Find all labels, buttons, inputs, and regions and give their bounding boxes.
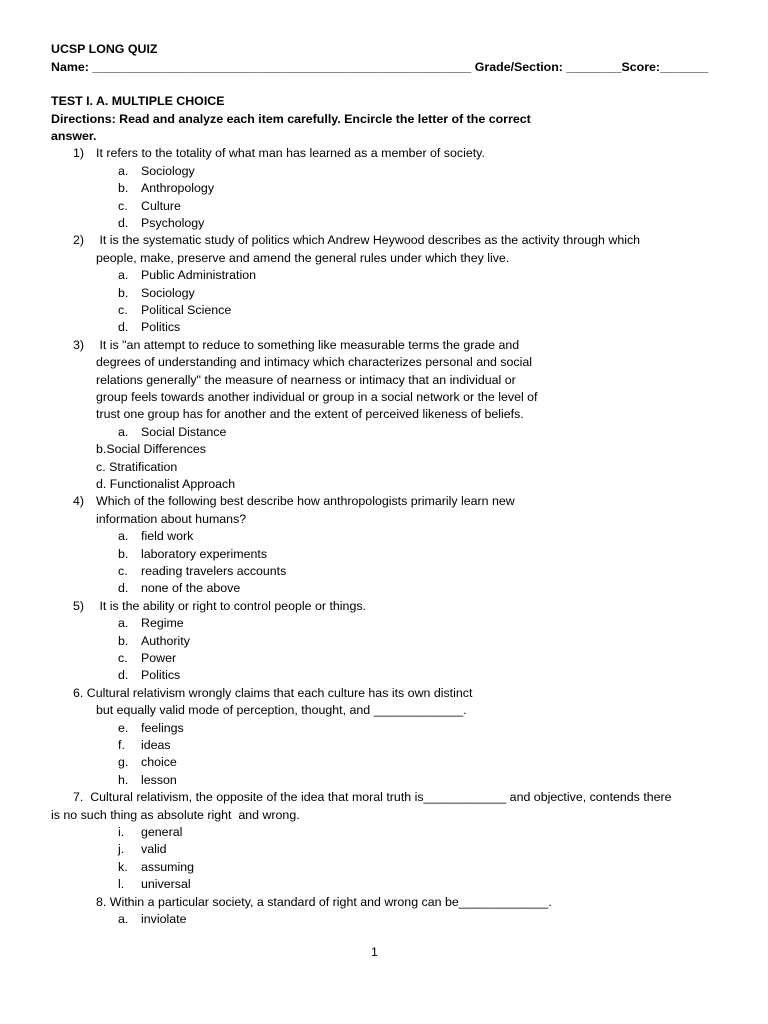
question-4-stem-line-1: Which of the following best describe how anthropologists primarily learn new bbox=[96, 494, 515, 508]
option-text: valid bbox=[141, 842, 167, 856]
option-letter: a. bbox=[118, 529, 129, 543]
option-letter: c. bbox=[118, 303, 128, 317]
option-letter: k. bbox=[118, 860, 128, 874]
option-text: b.Social Differences bbox=[96, 442, 206, 456]
question-3-stem-line-1: It is "an attempt to reduce to something like measurable terms the grade and bbox=[96, 338, 520, 352]
option-letter: i. bbox=[118, 825, 125, 839]
page-number: 1 bbox=[371, 945, 378, 959]
option-text: none of the above bbox=[141, 581, 241, 595]
question-7-stem-line-1: 7. Cultural relativism, the opposite of the idea that moral truth is____________ and objective, contends there bbox=[73, 790, 672, 804]
option-text: lesson bbox=[141, 773, 177, 787]
option-text: Regime bbox=[141, 616, 184, 630]
option-letter: e. bbox=[118, 721, 129, 735]
option-text: choice bbox=[141, 755, 177, 769]
option-letter: l. bbox=[118, 877, 125, 891]
option-text: field work bbox=[141, 529, 194, 543]
option-letter: j. bbox=[118, 842, 125, 856]
option-text: reading travelers accounts bbox=[141, 564, 287, 578]
option-letter: d. bbox=[118, 581, 129, 595]
option-letter: a. bbox=[118, 425, 129, 439]
option-letter: a. bbox=[118, 268, 129, 282]
question-2-stem-line-2: people, make, preserve and amend the general rules under which they live. bbox=[96, 251, 510, 265]
question-3-stem-line-5: trust one group has for another and the extent of perceived likeness of beliefs. bbox=[96, 407, 524, 421]
option-letter: d. bbox=[118, 668, 129, 682]
question-3-stem-line-2: degrees of understanding and intimacy which characterizes personal and social bbox=[96, 355, 532, 369]
option-text: Anthropology bbox=[141, 181, 215, 195]
option-text: Public Administration bbox=[141, 268, 257, 282]
option-letter: b. bbox=[118, 286, 129, 300]
question-5-stem: It is the ability or right to control people or things. bbox=[96, 599, 366, 613]
option-text: Psychology bbox=[141, 216, 205, 230]
option-text: Sociology bbox=[141, 164, 195, 178]
question-6-stem-line-2: but equally valid mode of perception, thought, and _____________. bbox=[96, 703, 467, 717]
option-text: Political Science bbox=[141, 303, 232, 317]
directions-line-2: answer. bbox=[51, 129, 97, 143]
option-text: d. Functionalist Approach bbox=[96, 477, 236, 491]
question-6-stem-line-1: 6. Cultural relativism wrongly claims that each culture has its own distinct bbox=[73, 686, 473, 700]
option-text: Sociology bbox=[141, 286, 195, 300]
question-number: 4) bbox=[73, 494, 85, 508]
option-letter: d. bbox=[118, 320, 129, 334]
question-number: 1) bbox=[73, 146, 85, 160]
question-number: 5) bbox=[73, 599, 85, 613]
option-letter: b. bbox=[118, 181, 129, 195]
option-letter: c. bbox=[118, 199, 128, 213]
question-4-stem-line-2: information about humans? bbox=[96, 512, 247, 526]
option-letter: a. bbox=[118, 616, 129, 630]
option-text: Power bbox=[141, 651, 177, 665]
option-letter: g. bbox=[118, 755, 129, 769]
option-letter: b. bbox=[118, 634, 129, 648]
test-heading: TEST I. A. MULTIPLE CHOICE bbox=[51, 94, 225, 108]
directions-line-1: Directions: Read and analyze each item carefully. Encircle the letter of the correct bbox=[51, 112, 531, 126]
option-text: inviolate bbox=[141, 912, 187, 926]
question-7-stem-line-2: is no such thing as absolute right and wrong. bbox=[51, 808, 300, 822]
question-number: 3) bbox=[73, 338, 85, 352]
option-letter: c. bbox=[118, 564, 128, 578]
option-letter: d. bbox=[118, 216, 129, 230]
option-letter: c. bbox=[118, 651, 128, 665]
option-text: laboratory experiments bbox=[141, 547, 268, 561]
option-text: Politics bbox=[141, 668, 181, 682]
option-text: Authority bbox=[141, 634, 190, 648]
option-letter: h. bbox=[118, 773, 129, 787]
option-letter: a. bbox=[118, 164, 129, 178]
option-text: Politics bbox=[141, 320, 181, 334]
option-text: Social Distance bbox=[141, 425, 227, 439]
option-text: general bbox=[141, 825, 183, 839]
option-text: Culture bbox=[141, 199, 181, 213]
option-letter: b. bbox=[118, 547, 129, 561]
option-letter: a. bbox=[118, 912, 129, 926]
question-3-stem-line-4: group feels towards another individual or group in a social network or the level of bbox=[96, 390, 538, 404]
option-text: ideas bbox=[141, 738, 171, 752]
option-text: feelings bbox=[141, 721, 184, 735]
question-1-stem: It refers to the totality of what man has learned as a member of society. bbox=[96, 146, 485, 160]
option-text: c. Stratification bbox=[96, 460, 178, 474]
option-text: assuming bbox=[141, 860, 195, 874]
question-3-stem-line-3: relations generally" the measure of nearness or intimacy that an individual or bbox=[96, 373, 516, 387]
quiz-title: UCSP LONG QUIZ bbox=[51, 42, 158, 56]
option-text: universal bbox=[141, 877, 191, 891]
question-2-stem-line-1: It is the systematic study of politics which Andrew Heywood describes as the activity through which bbox=[96, 233, 641, 247]
name-grade-score-line: Name: _______________________________________________________ Grade/Section: ________Score:_______ bbox=[51, 60, 709, 74]
question-number: 2) bbox=[73, 233, 85, 247]
question-8-stem: 8. Within a particular society, a standard of right and wrong can be_____________. bbox=[96, 895, 552, 909]
option-letter: f. bbox=[118, 738, 125, 752]
